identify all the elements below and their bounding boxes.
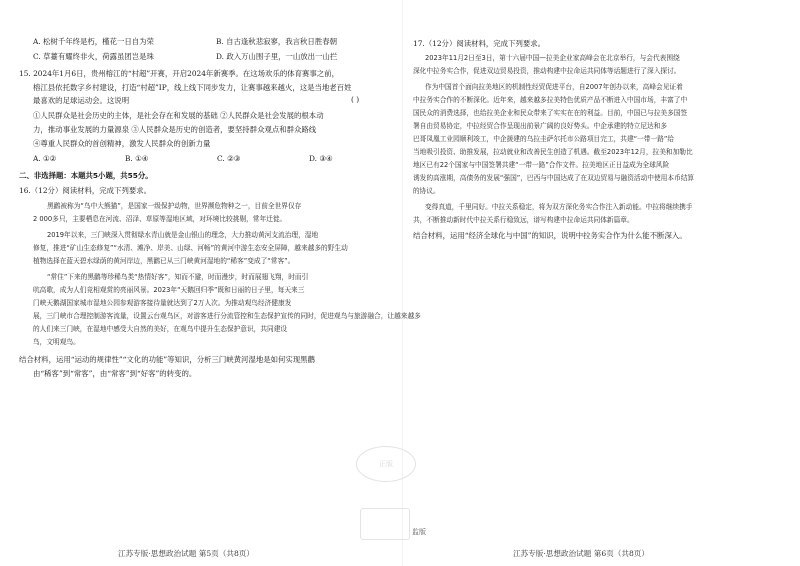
q15-line: 榕江县依托数字乡村建设，打造“村超”IP，线上线下同步发力，让赛事越来越火，这是当地老百姓: [33, 83, 352, 92]
q15-item: ④尊重人民群众的首创精神，激发人民群众的创新力量: [33, 139, 211, 148]
q16-material-line: “常住”下来的黑鹳等珍稀鸟类“热情好客”，知而不避，时而漫步，时而展翅飞翔，时而引: [47, 273, 309, 281]
q17-material-line: 诱发的高涨期，高债务的发展“强国”，巴西与中国达成了在双边贸易与融资活动中使用本币结算: [413, 174, 695, 182]
q17-material-line: 的协议。: [413, 187, 440, 195]
q16-material-line: 鸟，文明观鸟。: [33, 338, 80, 346]
q17-task: 结合材料，运用“经济全球化与中国”的知识，说明中拉务实合作为什么能不断深入。: [413, 231, 687, 240]
q17-material-line: 作为中国首个面向拉美地区的机制性经贸促进平台，自2007年创办以来，高峰会见证着: [425, 83, 683, 91]
section-heading: 二、非选择题：本题共5小题，共55分。: [19, 171, 153, 180]
q15-option-d: D. ③④: [309, 154, 333, 163]
q16-material-line: 黑鹳被称为“鸟中大熊猫”，是国家一级保护动物，世界濒危物种之一，目前全世界仅存: [47, 202, 302, 210]
watermark-circle: 正版: [356, 446, 416, 482]
q15-item: ①人民群众是社会历史的主体，是社会存在和发展的基础 ②人民群众是社会发展的根本动: [33, 111, 324, 120]
q17-material-line: 署自由贸易协定，中拉经贸合作呈现出前景广阔的良好势头。中企承建的特立尼达和多: [413, 122, 668, 130]
q17-material-line: 变得真道，千里同好。中拉关系稳定，将为双方深化务实合作注入新动能。中拉将继续携手: [425, 203, 693, 211]
q15-option-a: A. ①②: [33, 154, 57, 163]
watermark-badge: [360, 508, 410, 540]
q17-material-line: 深化中拉务实合作，促进双边贸易投资，推动构建中拉命运共同体等话题进行了深入探讨。: [413, 67, 681, 75]
answer-parenthesis: ( ): [351, 95, 360, 104]
q17-material-line: 共，不断推动新时代中拉关系行稳致远，谱写构建中拉命运共同体新篇章。: [413, 216, 634, 224]
q17-material-line: 国民众的消费选择，也给拉美企业和民众带来了实实在在的利益。目前，中国已与拉美多国签: [413, 109, 688, 117]
q17-material-line: 当地吸引投资、助推发展，拉动就业和改善民生创造了机遇。截至2023年12月，拉美和加勒比: [413, 148, 693, 156]
q15-item: 力，推动事业发展的力量源泉 ③人民群众是历史的创造者，要坚持群众观点和群众路线: [33, 125, 317, 134]
q17-material-line: 巴哥凤凰工业园顺利竣工，中企援建的乌拉圭萨尔托市公路项目完工，共建“一带一路”给: [413, 135, 675, 143]
page-fold: [402, 0, 403, 566]
q16-material-line: 吭高歌，成为人们竞相观赏的亮丽风景。2023年“天鹅回归季”既和日丽的日子里，每天来三: [33, 286, 305, 294]
center-stamp: 监版: [412, 528, 426, 536]
q16-material-line: 2 000多只，主要栖息在河流、沼泽、草原等湿地区域，对环境比较挑剔，常年迁徙。: [33, 215, 287, 223]
q16-material-line: 植物选择在蓝天碧水绿荫的黄河岸边，黑鹳已从三门峡黄河湿地的“稀客”变成了“常客”。: [33, 257, 295, 265]
q14-option-c: C. 草薹有耀终非火，荷露虽团岂是珠: [33, 52, 154, 61]
q15-line: 最喜欢的足球运动会。这说明: [33, 96, 130, 105]
q15-option-b: B. ①④: [125, 154, 149, 163]
q16-task: 结合材料，运用“运动的规律性”“文化的功能”等知识，分析三门峡黄河湿地是如何实现黑鹳: [19, 355, 315, 364]
q15-line: 15. 2024年1月6日，贵州榕江的“村超”开赛，开启2024年新赛季。在这场欢乐的体育赛事之前，: [19, 69, 339, 78]
q17-material-line: 地区已有22个国家与中国签署共建“一带一路”合作文件。拉美地区正日益成为全球风险: [413, 161, 670, 169]
q17-material-line: 2023年11月2日至3日，第十六届中国—拉美企业家高峰会在北京举行，与会代表围绕: [425, 54, 680, 62]
q17-material-line: 中拉务实合作的不断深化。近年来，越来越多拉美特色优质产品不断进入中国市场，丰富了中: [413, 96, 688, 104]
right-footer: 江苏专版·思想政治试题 第6页（共8页）: [513, 549, 649, 558]
left-footer: 江苏专版·思想政治试题 第5页（共8页）: [118, 549, 254, 558]
q17-heading: 17.（12分）阅读材料，完成下列要求。: [413, 39, 546, 48]
q16-material-line: 门峡天鹅湖国家城市湿地公园参观游客接待量就达到了2万人次。为推动观鸟经济健康发: [33, 299, 292, 307]
q16-task: 由“稀客”到“常客”，由“常客”到“好客”的转变的。: [33, 369, 197, 378]
q16-heading: 16.（12分）阅读材料，完成下列要求。: [19, 186, 152, 195]
q16-material-line: 展，三门峡市合理控制游客流量，设置云台观鸟区，对游客进行分流管控和生态保护宣传的同时，促进观鸟与旅游融合，让越来越多: [33, 312, 421, 320]
q16-material-line: 2019年以来，三门峡深入贯彻绿水青山就是金山银山的理念，大力推动黄河支流治理，湿地: [47, 231, 319, 239]
q14-option-b: B. 自古逢秋悲寂寥，我言秋日胜春朝: [216, 37, 337, 46]
q15-option-c: C. ②③: [217, 154, 241, 163]
q14-option-a: A. 松树千年终是朽，槿花一日自为荣: [33, 37, 154, 46]
q14-option-d: D. 政入万山围子里，一山放出一山拦: [216, 52, 338, 61]
q16-material-line: 的人们来三门峡，在湿地中感受大自然的美好，在观鸟中提升生态保护意识，共同建设: [33, 325, 288, 333]
q16-material-line: 修复，推进“矿山生态修复”“水清、滩净、岸美、山绿、河畅”的黄河中游生态安全屏障，越来越多的野生动: [33, 244, 348, 252]
